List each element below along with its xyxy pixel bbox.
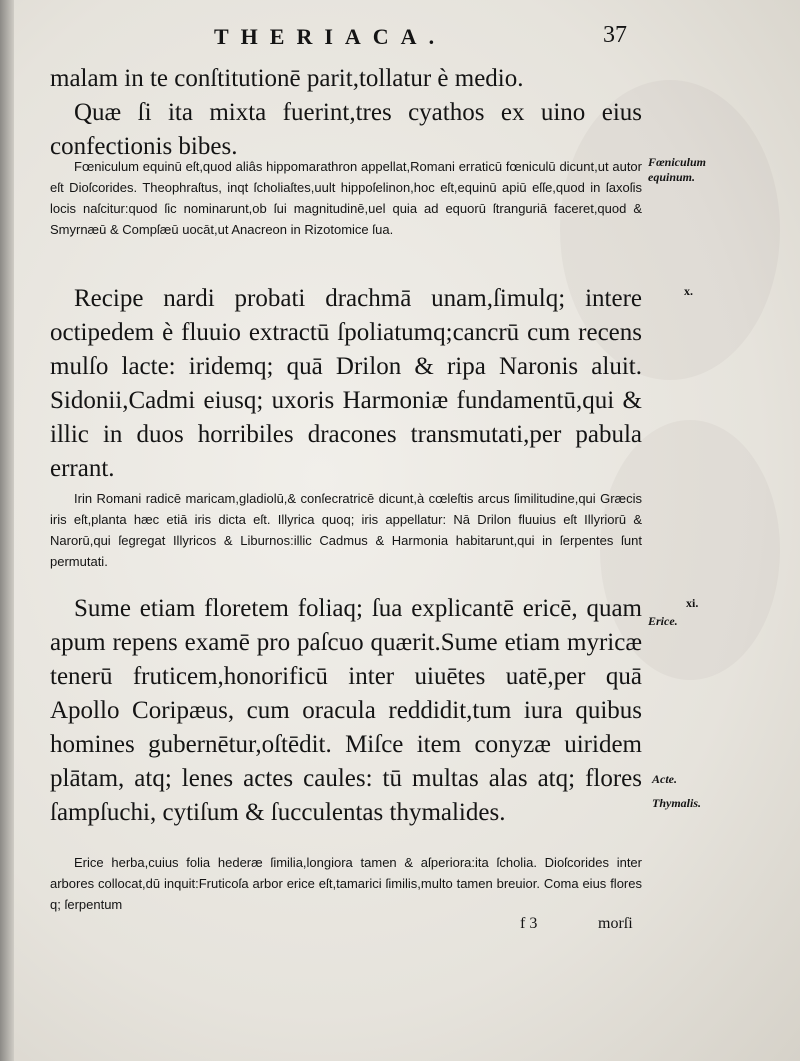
margin-note: Fœniculum equinum. [648,155,707,184]
scholia-paragraph: Irin Romani radicē maricam,gladiolū,& conſecratricē dicunt,à cœleſtis arcus ſimilitudine,qui Græcis iris eſt,planta hæc etiā iris dicta eſt. Illyrica quoq; iris appellatur: Nā Drilon fluuius eſt Illyriorū & Narorū,qui ſegregat Illyricos & Liburnos:illic Cadmus & Harmonia habitarunt,qui in ſerpentes ſunt permutati. [50,491,642,569]
catchword: morſi [598,915,633,932]
running-head: THERIACA. [214,24,447,49]
page-footer [50,915,642,939]
verse-paragraph: Recipe nardi probati drachmā unam,ſimulq; intere octipedem è fluuio extractū ſpoliatumq;cancrū cum recens mulſo lacte: iridemq; quā Drilon & ripa Naronis aluit. Sidonii,Cadmi eiusq; uxoris Harmoniæ fundamentū,qui & illic in duos horribiles dracones transmutati,per pabula errant. [50,285,642,482]
scholia-paragraph: Erice herba,cuius folia hederæ ſimilia,longiora tamen & aſperiora:ita ſcholia. Dioſcorides inter arbores collocat,dū inquit:Fruticoſa arbor erice eſt,tamarici ſimilis,multo tamen breuior. Coma eius flores q; ſerpentum [50,855,642,912]
signature-mark: f 3 [520,915,538,932]
margin-section-number: xi. [686,596,699,610]
margin-note: Thymalis. [652,796,702,810]
scholia-paragraph: Fœniculum equinū eſt,quod aliâs hippomarathron appellat,Romani erraticū fœniculū dicunt,ut autor eſt Dioſcorides. Theophraſtus, inqt ſcholiaſtes,uult hippoſelinon,hoc eſt,equinū apiū eſſe,quod in ſaxoſis locis naſcitur:quod ſic nominarunt,ob ſui magnitudinē,uel quia ad equorū ſtranguriā faceret,quod & Smyrnæū & Compſæū uocāt,ut Anacreon in Rizotomice ſua. [50,159,642,237]
page-gutter-shadow [0,0,14,1061]
page-header [0,22,800,58]
margin-section-number: x. [684,284,693,298]
verse-paragraph: Quæ ſi ita mixta fuerint,tres cyathos ex uino eius confectionis bibes. [50,99,642,160]
page-number: 37 [603,22,627,48]
verse-line: malam in te conſtitutionē parit,tollatur è medio. [50,65,524,92]
margin-note: Acte. [652,772,677,786]
verse-paragraph: Sume etiam floretem foliaq; ſua explicantē ericē, quam apum repens examē pro paſcuo quærit.Sume etiam myricæ tenerū fruticem,honorificū inter uiuētes uatē,per quā Apollo Coripæus, cum oracula reddidit,tum iura quibus homines gubernētur,oſtēdit. Miſce item conyzæ uiridem plātam, atq; lenes actes caules: tū multas alas atq; flores ſampſuchi, cytiſum & ſucculentas thymalides. [50,595,642,826]
margin-note: Erice. [648,614,678,628]
